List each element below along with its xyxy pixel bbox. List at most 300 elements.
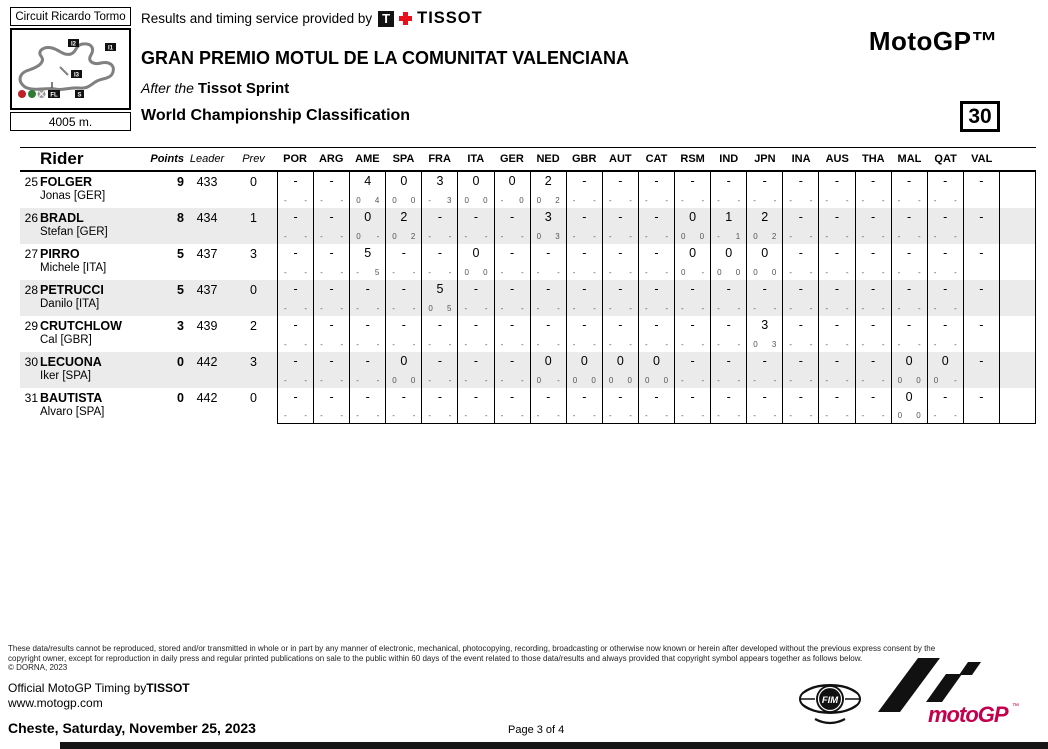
gp-session-points: - -	[608, 304, 632, 313]
gp-session-points: - -	[464, 376, 488, 385]
gp-result-cell	[494, 352, 530, 388]
rider-position: 27	[24, 247, 38, 261]
gp-total-points: -	[907, 282, 912, 296]
gp-session-points: - -	[681, 411, 705, 420]
gp-total-points: 1	[725, 210, 733, 224]
gp-result-cell	[927, 172, 963, 208]
gp-result-cell	[818, 244, 854, 280]
gp-session-points: 0 4	[356, 196, 380, 205]
gp-total-points: -	[870, 390, 876, 404]
gp-session-points: - -	[464, 304, 488, 313]
gp-total-points: -	[473, 282, 479, 296]
gp-total-points: -	[870, 318, 876, 332]
gp-result-cell	[602, 208, 638, 244]
gp-column-header: FRA	[428, 153, 451, 165]
gp-result-cell	[457, 244, 493, 280]
gp-result-cell	[566, 388, 602, 424]
gp-total-points: -	[546, 318, 551, 332]
gp-total-points: -	[798, 210, 803, 224]
empty-end-cell	[999, 244, 1036, 280]
svg-text:I2: I2	[70, 41, 77, 48]
gp-total-points: -	[510, 210, 515, 224]
gp-total-points: 3	[436, 174, 444, 188]
gp-result-cell	[494, 316, 530, 352]
gp-session-points: 0 0	[717, 268, 741, 277]
gp-total-points: -	[654, 210, 659, 224]
gp-result-cell	[313, 316, 349, 352]
gp-session-points: - -	[320, 340, 344, 349]
gp-session-points: - -	[861, 268, 885, 277]
class-name: MotoGP™	[868, 26, 998, 56]
gp-result-cell	[602, 172, 638, 208]
gp-result-cell	[277, 208, 313, 244]
leader-gap: 437	[196, 247, 218, 261]
gp-session-points: - -	[428, 340, 452, 349]
gp-total-points: -	[834, 354, 840, 368]
svg-text:S: S	[77, 92, 82, 99]
gp-result-cell	[313, 208, 349, 244]
gp-total-points: -	[618, 390, 623, 404]
table-row	[20, 388, 1036, 424]
gp-total-points: -	[907, 210, 912, 224]
gp-session-points: - -	[753, 411, 777, 420]
gp-total-points: -	[979, 210, 984, 224]
gp-session-points: - -	[825, 340, 849, 349]
gp-total-points: -	[329, 174, 334, 188]
gp-total-points: -	[726, 390, 731, 404]
rider-name: CRUTCHLOW	[40, 319, 122, 333]
provided-by-text: Results and timing service provided by	[141, 11, 373, 26]
gp-session-points: - -	[500, 376, 524, 385]
gp-total-points: -	[762, 390, 767, 404]
gp-column-header: GBR	[571, 153, 597, 165]
gp-total-points: -	[329, 282, 334, 296]
gp-total-points: 4	[364, 174, 372, 188]
red-light-icon	[18, 90, 26, 98]
gp-result-cell	[457, 316, 493, 352]
gp-session-points: - -	[428, 376, 452, 385]
svg-text:I3: I3	[73, 72, 80, 79]
bottom-bar	[60, 742, 1048, 749]
leader-gap: 442	[196, 391, 218, 405]
gp-session-points: 0 0	[392, 196, 416, 205]
gp-total-points: -	[834, 390, 840, 404]
gp-session-points: 0 -	[681, 268, 705, 277]
gp-session-points: - -	[681, 340, 705, 349]
gp-session-points: 0 3	[753, 340, 777, 349]
gp-total-points: -	[798, 282, 803, 296]
gp-session-points: - -	[284, 376, 308, 385]
gp-result-cell	[385, 208, 421, 244]
gp-session-points: - -	[284, 232, 308, 241]
gp-column-header: ITA	[467, 153, 485, 165]
rider-cell	[38, 280, 148, 316]
gp-total-points: 0	[616, 354, 624, 368]
gp-result-cell	[602, 316, 638, 352]
gp-total-points: -	[690, 282, 695, 296]
gp-session-points: - -	[825, 376, 849, 385]
gp-total-points: -	[582, 210, 587, 224]
gp-session-points: - -	[320, 376, 344, 385]
gp-session-points: - -	[284, 304, 308, 313]
gp-session-points: - -	[392, 411, 416, 420]
empty-end-cell	[999, 280, 1036, 316]
gp-session-points: - -	[320, 268, 344, 277]
gp-result-cell	[530, 208, 566, 244]
gp-session-points: - -	[572, 268, 596, 277]
gp-result-cell	[818, 280, 854, 316]
gp-session-points: - -	[825, 268, 849, 277]
gp-total-points: 2	[544, 174, 552, 188]
gp-total-points: -	[870, 246, 876, 260]
gp-total-points: -	[762, 282, 767, 296]
gp-session-points: - 1	[717, 232, 741, 241]
gp-result-cell	[421, 244, 457, 280]
gp-result-cell	[855, 208, 891, 244]
gp-result-cell	[855, 280, 891, 316]
gp-total-points: 0	[544, 354, 552, 368]
classification-table	[20, 147, 1036, 424]
leader-gap: 434	[196, 211, 218, 225]
gp-result-cell	[385, 244, 421, 280]
leader-gap: 437	[196, 283, 218, 297]
gp-result-cell	[638, 244, 674, 280]
gp-result-cell	[277, 352, 313, 388]
gp-result-cell	[891, 172, 927, 208]
gp-session-points: - -	[572, 411, 596, 420]
empty-end-cell	[999, 316, 1036, 352]
tissot-plus-icon	[398, 11, 413, 26]
gp-total-points: -	[437, 210, 442, 224]
gp-session-points: 0 3	[536, 232, 560, 241]
gp-total-points: 0	[905, 354, 913, 368]
gp-session-points: - -	[789, 196, 813, 205]
gp-total-points: -	[690, 174, 695, 188]
gp-total-points: -	[798, 246, 803, 260]
gp-total-points: -	[943, 318, 948, 332]
gp-session-points: - -	[933, 411, 957, 420]
gp-column-header: IND	[719, 153, 739, 165]
gp-total-points: -	[979, 282, 984, 296]
gp-result-cell	[746, 244, 782, 280]
svg-text:FL: FL	[50, 92, 58, 99]
gp-session-points: - 0	[500, 196, 524, 205]
gp-result-cell	[746, 280, 782, 316]
table-row	[20, 172, 1036, 208]
gp-result-cell	[566, 208, 602, 244]
gp-total-points: 0	[689, 246, 697, 260]
gp-result-cell	[313, 352, 349, 388]
points-value: 5	[177, 247, 184, 261]
gp-session-points: 0 0	[897, 376, 921, 385]
sheet-number-box: 30	[960, 101, 1000, 132]
points-value: 0	[177, 355, 184, 369]
gp-result-cell	[421, 352, 457, 388]
rider-detail: Danilo [ITA]	[40, 298, 100, 310]
gp-session-points: - -	[356, 376, 380, 385]
gp-total-points: -	[329, 390, 334, 404]
gp-result-cell	[602, 244, 638, 280]
points-value: 8	[177, 211, 184, 225]
gp-session-points: - -	[608, 411, 632, 420]
rider-name: FOLGER	[40, 175, 93, 189]
gp-result-cell	[457, 388, 493, 424]
points-header: Points	[150, 153, 184, 165]
table-row	[20, 316, 1036, 352]
prev-gap: 3	[250, 355, 257, 369]
gp-session-points: - -	[500, 232, 524, 241]
track-length: 4005 m.	[48, 115, 93, 129]
gp-total-points: -	[870, 174, 876, 188]
gp-cells	[277, 352, 1036, 388]
gp-result-cell	[963, 208, 999, 244]
rider-detail: Michele [ITA]	[40, 262, 107, 274]
gp-session-points: - -	[897, 340, 921, 349]
gp-session-points: - -	[789, 340, 813, 349]
gp-result-cell	[855, 352, 891, 388]
gp-result-cell	[818, 388, 854, 424]
gp-result-cell	[421, 280, 457, 316]
gp-session-points: - -	[464, 340, 488, 349]
gp-result-cell	[349, 172, 385, 208]
legal-line-1: These data/results cannot be reproduced, stored and/or transmitted in whole or in part by any manner of electronic, mechanical, photocopying, recording, broadcasting or otherwise now known or herein after developed without the previous express consent by the	[8, 644, 936, 653]
gp-total-points: -	[834, 282, 840, 296]
gp-total-points: -	[329, 318, 334, 332]
gp-total-points: -	[401, 390, 406, 404]
gp-result-cell	[855, 244, 891, 280]
gp-session-points: - -	[644, 232, 669, 241]
gp-total-points: -	[834, 246, 840, 260]
gp-session-points: - -	[572, 196, 596, 205]
gp-result-cell	[963, 172, 999, 208]
gp-session-points: - -	[897, 196, 921, 205]
gp-result-cell	[927, 244, 963, 280]
gp-column-header: CAT	[645, 153, 668, 165]
green-light-icon	[28, 90, 36, 98]
gp-result-cell	[746, 316, 782, 352]
gp-result-cell	[710, 208, 746, 244]
gp-total-points: -	[401, 246, 406, 260]
gp-total-points: -	[329, 210, 334, 224]
gp-session-points: - -	[933, 304, 957, 313]
gp-total-points: -	[943, 174, 948, 188]
gp-session-points: 0 0	[392, 376, 416, 385]
gp-result-cell	[638, 352, 674, 388]
gp-total-points: 0	[905, 390, 913, 404]
gp-result-cell	[313, 388, 349, 424]
gp-total-points: -	[365, 354, 370, 368]
table-row	[20, 280, 1036, 316]
gp-result-cell	[710, 388, 746, 424]
timing-by-text: Official MotoGP Timing by	[8, 681, 147, 695]
gp-result-cell	[602, 388, 638, 424]
gp-total-points: 0	[400, 354, 408, 368]
gp-total-points: -	[582, 282, 587, 296]
gp-session-points: - -	[825, 304, 849, 313]
gp-result-cell	[674, 244, 710, 280]
gp-result-cell	[746, 352, 782, 388]
gp-session-points: - -	[789, 232, 813, 241]
gp-session-points: - -	[717, 340, 741, 349]
gp-session-points: 0 0	[644, 376, 669, 385]
gp-total-points: -	[329, 354, 334, 368]
gp-session-points: - -	[789, 411, 813, 420]
gp-total-points: -	[798, 318, 803, 332]
rider-name: PIRRO	[40, 247, 80, 261]
gp-result-cell	[855, 172, 891, 208]
gp-total-points: -	[798, 174, 803, 188]
gp-result-cell	[457, 280, 493, 316]
gp-result-cell	[818, 172, 854, 208]
prev-gap: 3	[250, 247, 257, 261]
gp-total-points: -	[546, 390, 551, 404]
gp-session-points: - -	[464, 232, 488, 241]
svg-text:™: ™	[1012, 703, 1019, 710]
points-value: 9	[177, 175, 184, 189]
timing-brand: TISSOT	[146, 681, 190, 695]
gp-session-points: - -	[825, 411, 849, 420]
gp-result-cell	[602, 352, 638, 388]
gp-session-points: - -	[861, 411, 885, 420]
track-map-icon	[12, 30, 129, 108]
gp-session-points: - -	[897, 268, 921, 277]
gp-total-points: -	[690, 390, 695, 404]
leader-header: Leader	[189, 153, 225, 165]
gp-total-points: -	[798, 354, 803, 368]
gp-total-points: 0	[689, 210, 697, 224]
gp-session-points: - -	[861, 376, 885, 385]
gp-total-points: 0	[941, 354, 949, 368]
gp-column-header: AUS	[825, 153, 849, 165]
gp-session-points: - -	[608, 232, 632, 241]
prev-gap: 0	[250, 175, 257, 189]
gp-session-points: - -	[536, 304, 560, 313]
gp-session-points: 0 2	[392, 232, 416, 241]
gp-session-points: - -	[753, 304, 777, 313]
gp-session-points: - -	[644, 268, 669, 277]
gp-total-points: 3	[761, 318, 769, 332]
gp-session-points: - -	[356, 304, 380, 313]
gp-session-points: - -	[536, 340, 560, 349]
gp-session-points: 0 0	[681, 232, 705, 241]
gp-result-cell	[746, 172, 782, 208]
gp-total-points: 0	[580, 354, 588, 368]
gp-header-row	[277, 153, 1036, 165]
gp-session-points: - -	[644, 196, 669, 205]
gp-result-cell	[818, 352, 854, 388]
gp-total-points: -	[365, 282, 370, 296]
gp-cells	[277, 316, 1036, 352]
table-body	[20, 172, 1036, 424]
gp-result-cell	[530, 280, 566, 316]
gp-column-header: ARG	[318, 153, 344, 165]
gp-result-cell	[385, 388, 421, 424]
gp-cells	[277, 172, 1036, 208]
legal-line-2: copyright owner, except for reproduction in daily press and regular printed publications on sale to the public within 60 days of the event related to those data/results and always provided that copyright symbol appears together as follows below.	[8, 653, 863, 663]
gp-column-header: AUT	[609, 153, 632, 165]
gp-session-points: - -	[500, 340, 524, 349]
gp-total-points: -	[943, 246, 948, 260]
gp-total-points: -	[654, 318, 659, 332]
gp-cells	[277, 280, 1036, 316]
gp-result-cell	[782, 244, 818, 280]
gp-cells	[277, 244, 1036, 280]
gp-column-header: MAL	[897, 153, 922, 165]
gp-result-cell	[927, 388, 963, 424]
prev-gap: 0	[250, 391, 257, 405]
gp-session-points: 0 0	[464, 196, 488, 205]
gp-total-points: -	[401, 318, 406, 332]
gp-result-cell	[313, 172, 349, 208]
gp-result-cell	[927, 316, 963, 352]
gp-total-points: -	[726, 354, 731, 368]
gp-result-cell	[674, 352, 710, 388]
gp-result-cell	[530, 316, 566, 352]
gp-result-cell	[566, 316, 602, 352]
gp-result-cell	[638, 388, 674, 424]
gp-total-points: -	[365, 318, 370, 332]
rider-position: 28	[24, 283, 38, 297]
gp-total-points: -	[979, 174, 984, 188]
gp-session-points: 0 2	[536, 196, 560, 205]
rider-name: PETRUCCI	[40, 283, 104, 297]
gp-total-points: -	[293, 246, 298, 260]
gp-result-cell	[746, 208, 782, 244]
provided-by-line	[141, 9, 483, 28]
gp-result-cell	[638, 280, 674, 316]
gp-result-cell	[349, 388, 385, 424]
rider-detail: Alvaro [SPA]	[40, 406, 105, 418]
gp-total-points: -	[618, 282, 623, 296]
gp-session-points: - -	[933, 340, 957, 349]
gp-session-points: - -	[320, 232, 344, 241]
svg-text:I1: I1	[107, 45, 114, 52]
points-value: 0	[177, 391, 184, 405]
rider-header: Rider	[40, 149, 84, 168]
gp-session-points: - -	[572, 304, 596, 313]
gp-result-cell	[494, 172, 530, 208]
gp-result-cell	[385, 316, 421, 352]
gp-result-cell	[349, 244, 385, 280]
gp-session-points: - -	[789, 268, 813, 277]
gp-result-cell	[421, 208, 457, 244]
page-info: Page 3 of 4	[508, 724, 565, 736]
gp-result-cell	[457, 352, 493, 388]
gp-total-points: -	[798, 390, 803, 404]
gp-result-cell	[710, 244, 746, 280]
gp-total-points: -	[834, 318, 840, 332]
gp-result-cell	[710, 316, 746, 352]
gp-total-points: -	[437, 390, 442, 404]
gp-session-points: - -	[608, 196, 632, 205]
gp-session-points: - -	[933, 232, 957, 241]
gp-result-cell	[746, 388, 782, 424]
gp-session-points: - -	[933, 196, 957, 205]
gp-result-cell	[494, 388, 530, 424]
gp-session-points: - -	[356, 411, 380, 420]
gp-total-points: -	[979, 246, 984, 260]
gp-total-points: -	[834, 210, 840, 224]
gp-result-cell	[385, 280, 421, 316]
gp-session-points: - -	[681, 304, 705, 313]
gp-total-points: -	[293, 210, 298, 224]
gp-total-points: 0	[508, 174, 516, 188]
gp-result-cell	[566, 352, 602, 388]
gp-total-points: -	[654, 282, 659, 296]
track-length-box	[10, 112, 131, 131]
gp-total-points: -	[582, 390, 587, 404]
gp-total-points: 0	[472, 246, 480, 260]
